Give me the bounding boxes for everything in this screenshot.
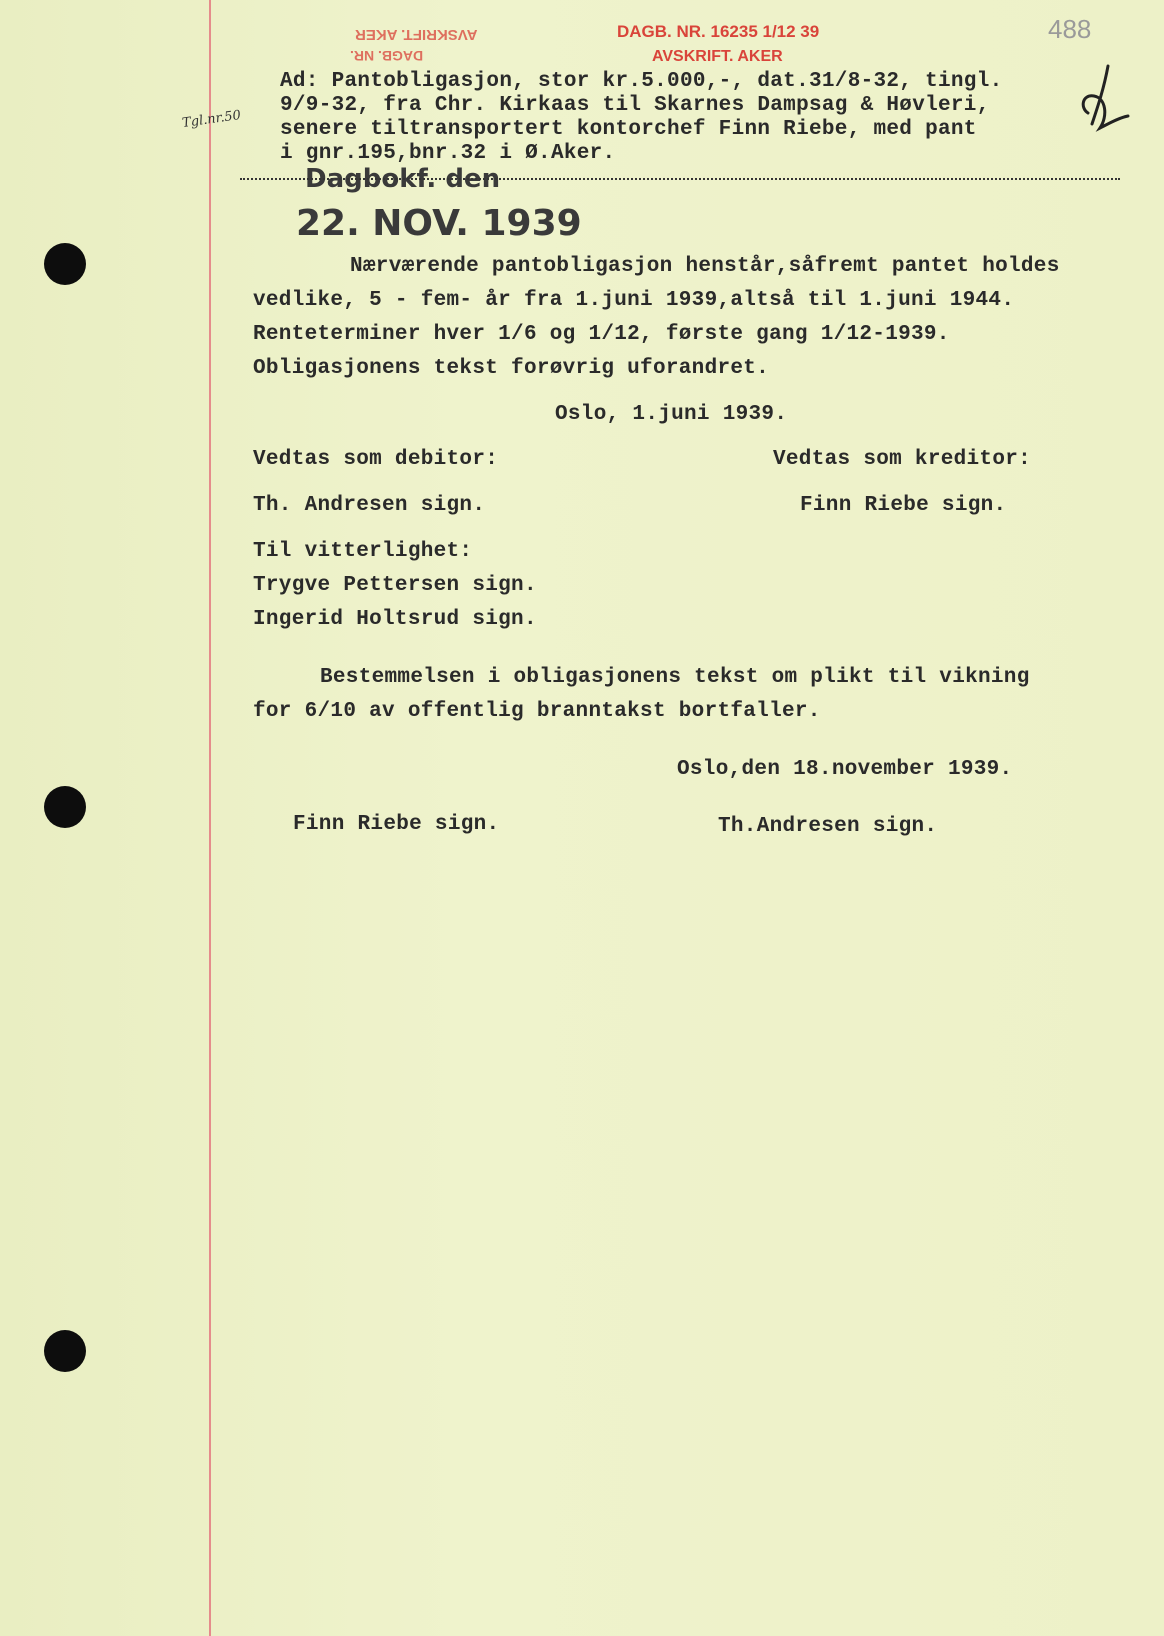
punch-hole xyxy=(44,1330,86,1372)
body-line: Obligasjonens tekst forøvrig uforandret. xyxy=(253,357,770,380)
witness-signature: Trygve Pettersen sign. xyxy=(253,574,537,597)
mirror-stamp-avskrift: AVSKRIFT. AKER xyxy=(355,26,478,43)
margin-note: Tgl.nr.50 xyxy=(181,107,242,132)
margin-line xyxy=(209,0,211,1636)
dagbokf-label: Dagbokf. den xyxy=(305,164,501,194)
place-date: Oslo,den 18.november 1939. xyxy=(677,758,1013,781)
clause-line: for 6/10 av offentlig branntakst bortfaller. xyxy=(253,700,821,723)
kreditor-label: Vedtas som kreditor: xyxy=(773,448,1032,471)
kreditor-signature: Finn Riebe sign. xyxy=(800,494,1007,517)
punch-hole xyxy=(44,243,86,285)
dagbokf-date: 22. NOV. 1939 xyxy=(296,203,582,244)
clause-line: Bestemmelsen i obligasjonens tekst om plikt til vikning xyxy=(320,666,1030,689)
body-line: vedlike, 5 - fem- år fra 1.juni 1939,altså til 1.juni 1944. xyxy=(253,289,1015,312)
punch-hole xyxy=(44,786,86,828)
witness-label: Til vitterlighet: xyxy=(253,540,473,563)
witness-signature: Ingerid Holtsrud sign. xyxy=(253,608,537,631)
page-number: 488 xyxy=(1048,14,1092,44)
body-line: Renteterminer hver 1/6 og 1/12, første gang 1/12-1939. xyxy=(253,323,950,346)
mirror-stamp-dagb: DAGB. NR. xyxy=(350,48,424,64)
final-signature-right: Th.Andresen sign. xyxy=(718,815,938,838)
header-line: 9/9-32, fra Chr. Kirkaas til Skarnes Dampsag & Høvleri, xyxy=(280,94,990,117)
header-line: senere tiltransportert kontorchef Finn Riebe, med pant xyxy=(280,118,977,141)
header-line: i gnr.195,bnr.32 i Ø.Aker. xyxy=(280,142,616,165)
place-date: Oslo, 1.juni 1939. xyxy=(555,403,788,426)
final-signature-left: Finn Riebe sign. xyxy=(293,813,500,836)
handwritten-initial xyxy=(1078,58,1138,138)
debitor-label: Vedtas som debitor: xyxy=(253,448,499,471)
body-line: Nærværende pantobligasjon henstår,såfremt pantet holdes xyxy=(350,255,1060,278)
avskrift-stamp: AVSKRIFT. AKER xyxy=(652,48,783,65)
header-line: Ad: Pantobligasjon, stor kr.5.000,-, dat.31/8-32, tingl. xyxy=(280,70,1003,93)
debitor-signature: Th. Andresen sign. xyxy=(253,494,486,517)
dagb-nr-stamp: DAGB. NR. 16235 1/12 39 xyxy=(617,22,820,41)
dotted-separator xyxy=(240,178,1120,180)
